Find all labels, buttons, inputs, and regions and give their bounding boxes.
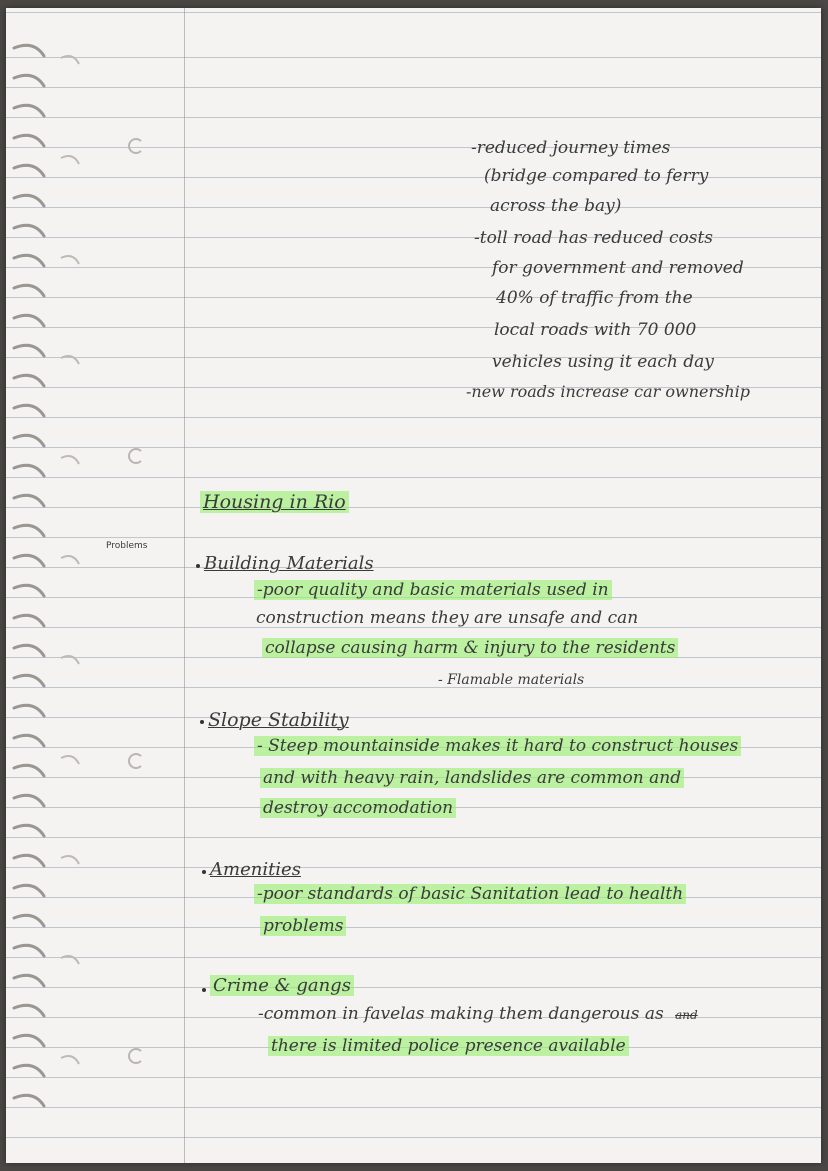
building-materials-line-text: -poor quality and basic materials used in	[254, 580, 612, 600]
slope-stability-line	[254, 736, 741, 756]
slope-stability-line-text: - Steep mountainside makes it hard to construct houses	[254, 736, 741, 756]
punch-hole	[128, 1048, 144, 1064]
transport-note-line: -toll road has reduced costs	[474, 228, 714, 248]
crime-heading	[210, 976, 354, 996]
spiral-binding	[6, 38, 96, 1148]
crime-line	[268, 1036, 629, 1056]
building-materials-line: construction means they are unsafe and can	[256, 608, 639, 628]
building-materials-line	[262, 638, 678, 658]
margin-label: Problems	[106, 541, 148, 551]
crossed-out-word: and	[675, 1008, 698, 1022]
transport-note-line: vehicles using it each day	[492, 352, 714, 372]
building-materials-line-text: collapse causing harm & injury to the residents	[262, 638, 678, 658]
transport-note-line: for government and removed	[492, 258, 744, 278]
notebook-page	[6, 8, 821, 1163]
crime-line-text: there is limited police presence available	[268, 1036, 629, 1056]
transport-note-line: (bridge compared to ferry	[484, 166, 709, 186]
slope-stability-heading-text: Slope Stability	[208, 709, 349, 731]
slope-stability-line	[260, 798, 456, 818]
housing-title-text: Housing in Rio	[200, 491, 349, 513]
bullet	[202, 988, 206, 992]
punch-hole	[128, 138, 144, 154]
amenities-line	[260, 916, 346, 936]
bullet	[196, 564, 200, 568]
building-materials-heading-text: Building Materials	[204, 553, 374, 574]
bullet	[202, 870, 206, 874]
amenities-heading	[210, 860, 301, 880]
slope-stability-line-text: and with heavy rain, landslides are common and	[260, 768, 684, 788]
margin-line	[184, 8, 185, 1163]
amenities-line	[254, 884, 686, 904]
transport-note-line: -new roads increase car ownership	[466, 382, 750, 401]
transport-note-line: -reduced journey times	[471, 138, 671, 158]
slope-stability-heading	[208, 710, 349, 730]
slope-stability-line	[260, 768, 684, 788]
transport-note-line: across the bay)	[490, 196, 622, 216]
transport-note-line: local roads with 70 000	[494, 320, 697, 340]
transport-note-line: 40% of traffic from the	[496, 288, 693, 308]
punch-hole	[128, 753, 144, 769]
amenities-line-text: -poor standards of basic Sanitation lead to health	[254, 884, 686, 904]
bullet	[200, 720, 204, 724]
amenities-line-text: problems	[260, 916, 346, 936]
building-materials-line	[254, 580, 612, 600]
crime-line-text: -common in favelas making them dangerous as	[258, 1004, 664, 1024]
building-materials-extra: - Flamable materials	[438, 672, 585, 688]
slope-stability-line-text: destroy accomodation	[260, 798, 456, 818]
housing-title	[200, 492, 349, 512]
amenities-heading-text: Amenities	[210, 859, 301, 880]
building-materials-heading	[204, 554, 374, 574]
crime-heading-text: Crime & gangs	[210, 975, 354, 996]
punch-hole	[128, 448, 144, 464]
crime-line	[258, 1004, 698, 1025]
